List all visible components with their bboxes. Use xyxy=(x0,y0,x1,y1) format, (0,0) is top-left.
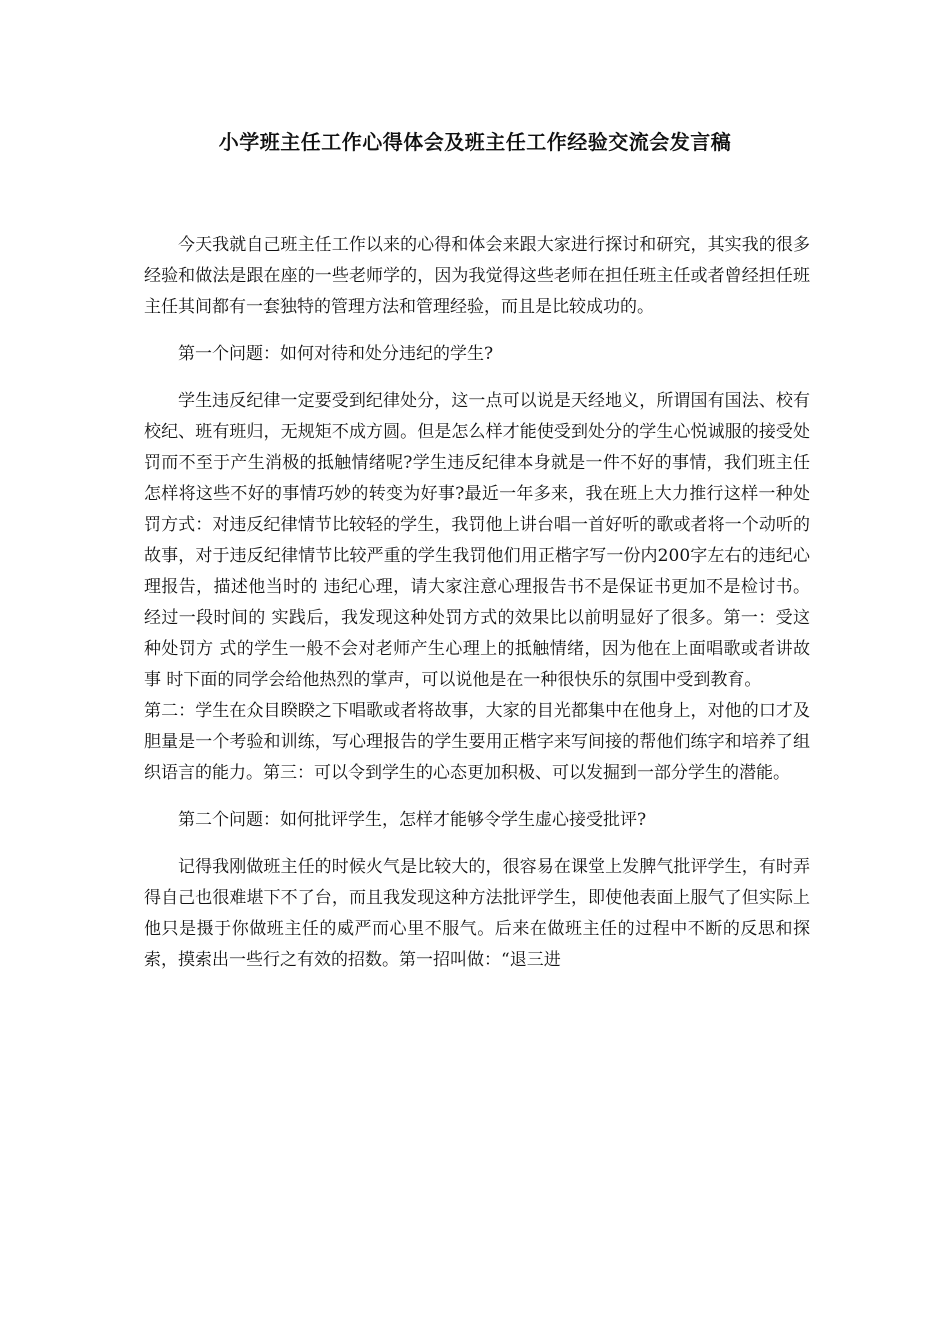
heading-question-1: 第一个问题：如何对待和处分违纪的学生? xyxy=(178,344,494,364)
paragraph-criticism: 记得我刚做班主任的时候火气是比较大的，很容易在课堂上发脾气批评学生，有时弄得自己也很难堪下不了台，而且我发现这种方法批评学生，即使他表面上服气了但实际上他只是摄于你做班主任的威严而心里不服气。后来在做班主任的过程中不断的反思和探索，摸索出一些行之有效的招数。第一招叫做：“退三进 xyxy=(144,857,810,970)
paragraph-discipline: 学生违反纪律一定要受到纪律处分，这一点可以说是天经地义，所谓国有国法、校有校纪、班有班归，无规矩不成方圆。但是怎么样才能使受到处分的学生心悦诚服的接受处罚而不至于产生消极的抵触情绪呢?学生违反纪律本身就是一件不好的事情，我们班主任怎样将这些不好的事情巧妙的转变为好事?最近一年多来，我在班上大力推行这样一种处罚方式：对违反纪律情节比较轻的学生，我罚他上讲台唱一首好听的歌或者将一个动听的故事，对于违反纪律情节比较严重的学生我罚他们用正楷字写一份内200字左右的违纪心理报告，描述他当时的 违纪心理，请大家注意心理报告书不是保证书更加不是检讨书。经过一段时间的 实践后，我发现这种处罚方式的效果比以前明显好了很多。第一：受这种处罚方 式的学生一般不会对老师产生心理上的抵触情绪，因为他在上面唱歌或者讲故事 时下面的同学会给他热烈的掌声，可以说他是在一种很快乐的氛围中受到教育。 xyxy=(144,391,810,690)
document-body xyxy=(144,230,810,976)
heading-question-2: 第二个问题：如何批评学生，怎样才能够令学生虚心接受批评? xyxy=(178,810,647,830)
paragraph-intro: 今天我就自己班主任工作以来的心得和体会来跟大家进行探讨和研究，其实我的很多经验和做法是跟在座的一些老师学的，因为我觉得这些老师在担任班主任或者曾经担任班主任其间都有一套独特的管理方法和管理经验，而且是比较成功的。 xyxy=(144,235,810,317)
paragraph-second-third: 第二：学生在众目睽睽之下唱歌或者将故事，大家的目光都集中在他身上，对他的口才及胆量是一个考验和训练，写心理报告的学生要用正楷字来写间接的帮他们练字和培养了组织语言的能力。第三：可以令到学生的心态更加积极、可以发掘到一部分学生的潜能。 xyxy=(144,701,810,783)
document-title: 小学班主任工作心得体会及班主任工作经验交流会发言稿 xyxy=(218,130,732,154)
